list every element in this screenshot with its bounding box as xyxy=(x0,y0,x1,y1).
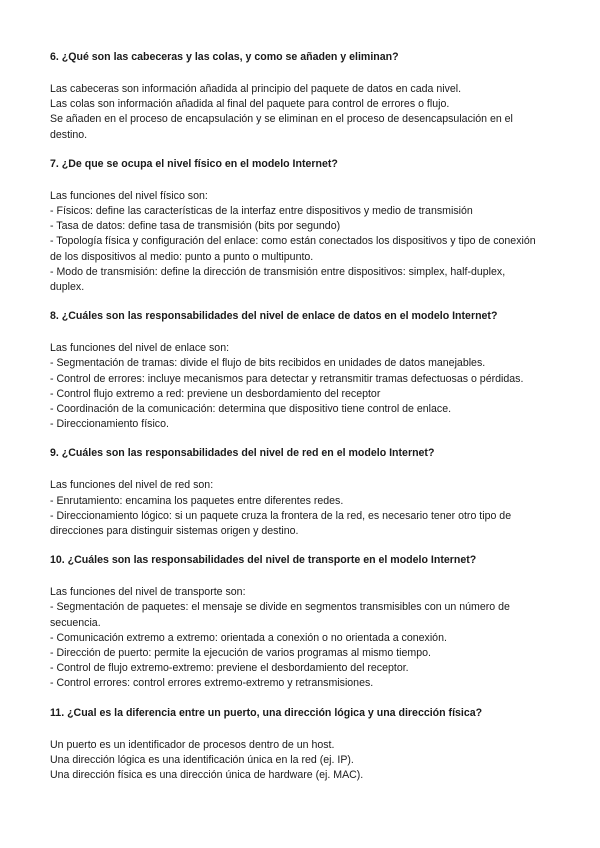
answer-line: - Tasa de datos: define tasa de transmisión (bits por segundo) xyxy=(50,220,341,233)
answer-line: Las funciones del nivel de transporte son: xyxy=(50,586,246,599)
section-q11 xyxy=(50,706,540,784)
answer-line: Una dirección física es una dirección única de hardware (ej. MAC). xyxy=(50,769,364,782)
answer-paragraph xyxy=(50,341,540,432)
answer-line: Las cabeceras son información añadida al principio del paquete de datos en cada nivel. xyxy=(50,83,462,95)
answer-line: - Dirección de puerto: permite la ejecución de varios programas al mismo tiempo. xyxy=(50,647,431,660)
answer-line: - Físicos: define las características de la interfaz entre dispositivos y medio de transmisión xyxy=(50,205,473,218)
answer-line: Las funciones del nivel físico son: xyxy=(50,189,208,202)
answer-line: - Coordinación de la comunicación: determina que dispositivo tiene control de enlace. xyxy=(50,403,452,416)
answer-line: - Direccionamiento físico. xyxy=(50,418,169,431)
section-q9 xyxy=(50,446,540,539)
answer-paragraph xyxy=(50,478,540,539)
question-title: 10. ¿Cuáles son las responsabilidades del nivel de transporte en el modelo Internet? xyxy=(50,554,477,567)
section-q8 xyxy=(50,309,540,432)
answer-line: - Comunicación extremo a extremo: orientada a conexión o no orientada a conexión. xyxy=(50,631,447,644)
answer-line: - Topología física y configuración del enlace: como están conectados los dispositivos y tipo de conexión de los dispositivos al medio: punto a punto o multipunto. xyxy=(50,235,536,263)
answer-paragraph xyxy=(50,738,540,784)
answer-line: Las funciones del nivel de enlace son: xyxy=(50,342,230,355)
document-page xyxy=(50,50,540,783)
section-q6 xyxy=(50,50,540,143)
question-title: 7. ¿De que se ocupa el nivel físico en el modelo Internet? xyxy=(50,157,338,170)
answer-paragraph xyxy=(50,82,540,143)
answer-line: Una dirección lógica es una identificación única en la red (ej. IP). xyxy=(50,753,354,766)
answer-line: - Segmentación de tramas: divide el flujo de bits recibidos en unidades de datos manejables. xyxy=(50,357,486,370)
answer-paragraph xyxy=(50,585,540,691)
answer-paragraph xyxy=(50,189,540,295)
answer-line: - Enrutamiento: encamina los paquetes entre diferentes redes. xyxy=(50,494,344,507)
question-title: 8. ¿Cuáles son las responsabilidades del nivel de enlace de datos en el modelo Internet? xyxy=(50,310,498,323)
answer-line: Un puerto es un identificador de procesos dentro de un host. xyxy=(50,738,335,751)
question-title: 11. ¿Cual es la diferencia entre un puerto, una dirección lógica y una dirección física? xyxy=(50,706,483,719)
answer-line: Se añaden en el proceso de encapsulación y se eliminan en el proceso de desencapsulación en el destino. xyxy=(50,113,513,141)
answer-line: - Segmentación de paquetes: el mensaje se divide en segmentos transmisibles con un número de secuencia. xyxy=(50,601,510,629)
question-title: 6. ¿Qué son las cabeceras y las colas, y como se añaden y eliminan? xyxy=(50,51,399,63)
answer-line: - Direccionamiento lógico: si un paquete cruza la frontera de la red, es necesario tener otro tipo de direcciones para distinguir sistemas origen y destino. xyxy=(50,509,512,538)
answer-line: - Control flujo extremo a red: previene un desbordamiento del receptor xyxy=(50,387,381,400)
answer-line: - Control de errores: incluye mecanismos para detectar y retransmitir tramas defectuosas o pérdidas. xyxy=(50,372,524,385)
answer-line: - Modo de transmisión: define la dirección de transmisión entre dispositivos: simplex, half-duplex, duplex. xyxy=(50,265,506,294)
answer-line: - Control de flujo extremo-extremo: previene el desbordamiento del receptor. xyxy=(50,662,409,675)
section-q7 xyxy=(50,157,540,295)
section-q10 xyxy=(50,553,540,691)
answer-line: Las funciones del nivel de red son: xyxy=(50,479,214,492)
answer-line: - Control errores: control errores extremo-extremo y retransmisiones. xyxy=(50,677,374,690)
answer-line: Las colas son información añadida al final del paquete para control de errores o flujo. xyxy=(50,98,450,111)
question-title: 9. ¿Cuáles son las responsabilidades del nivel de red en el modelo Internet? xyxy=(50,447,435,460)
